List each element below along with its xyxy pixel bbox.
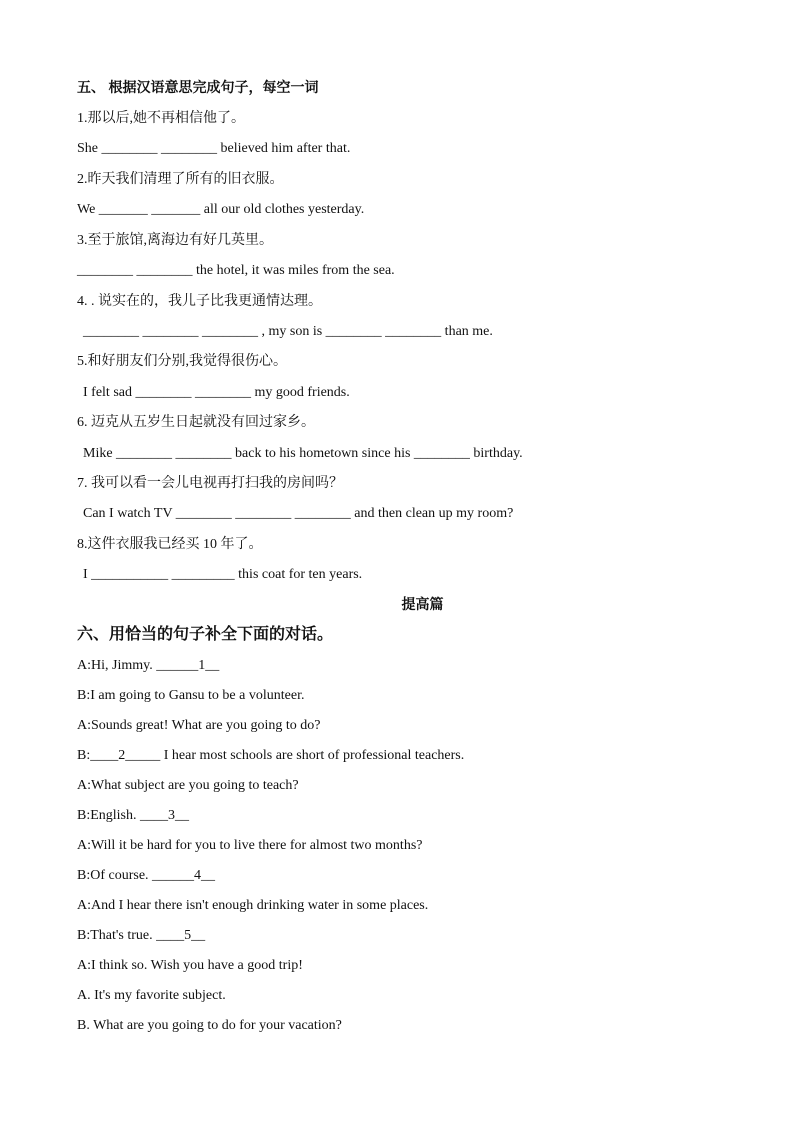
dialogue-line: A:Will it be hard for you to live there for almost two months? — [77, 838, 423, 853]
item4-chinese: 4. . 说实在的，我儿子比我更通情达理。 — [77, 294, 322, 309]
item1-english: She ________ ________ believed him after that. — [77, 141, 351, 156]
option-b: B. What are you going to do for your vacation? — [77, 1018, 342, 1033]
dialogue-line: B:English. ____3__ — [77, 808, 190, 823]
item1-chinese: 1.那以后,她不再相信他了。 — [77, 111, 245, 126]
dialogue-line: B:Of course. ______4__ — [77, 868, 216, 883]
item6-english: Mike ________ ________ back to his hometown since his ________ birthday. — [83, 446, 523, 461]
item8-english: I ___________ _________ this coat for ten years. — [83, 567, 363, 582]
option-a: A. It's my favorite subject. — [77, 988, 226, 1003]
dialogue-line: A:I think so. Wish you have a good trip! — [77, 958, 303, 973]
item6-chinese: 6. 迈克从五岁生日起就没有回过家乡。 — [77, 415, 315, 430]
dialogue-line: B:That's true. ____5__ — [77, 928, 206, 943]
item7-english: Can I watch TV ________ ________ ________ and then clean up my room? — [83, 506, 514, 521]
section5-heading: 五、 根据汉语意思完成句子，每空一词 — [77, 81, 319, 96]
item5-english: I felt sad ________ ________ my good friends. — [83, 385, 350, 400]
item8-chinese: 8.这件衣服我已经买 10 年了。 — [77, 537, 263, 552]
item2-english: We _______ _______ all our old clothes yesterday. — [77, 202, 365, 217]
level-title: 提高篇 — [401, 598, 444, 613]
dialogue-line: B:____2_____ I hear most schools are short of professional teachers. — [77, 748, 465, 763]
dialogue-line: B:I am going to Gansu to be a volunteer. — [77, 688, 305, 703]
dialogue-line: A:Hi, Jimmy. ______1__ — [77, 658, 220, 673]
item7-chinese: 7. 我可以看一会儿电视再打扫我的房间吗？ — [77, 476, 343, 491]
item4-english: ________ ________ ________ , my son is ________ ________ than me. — [83, 324, 493, 339]
dialogue-line: A:And I hear there isn't enough drinking water in some places. — [77, 898, 429, 913]
dialogue-line: A:Sounds great! What are you going to do? — [77, 718, 321, 733]
item3-chinese: 3.至于旅馆,离海边有好几英里。 — [77, 233, 273, 248]
item3-english: ________ ________ the hotel, it was miles from the sea. — [77, 263, 395, 278]
item5-chinese: 5.和好朋友们分别,我觉得很伤心。 — [77, 354, 287, 369]
item2-chinese: 2.昨天我们清理了所有的旧衣服。 — [77, 172, 284, 187]
dialogue-line: A:What subject are you going to teach? — [77, 778, 299, 793]
section6-heading: 六、用恰当的句子补全下面的对话。 — [77, 626, 334, 643]
